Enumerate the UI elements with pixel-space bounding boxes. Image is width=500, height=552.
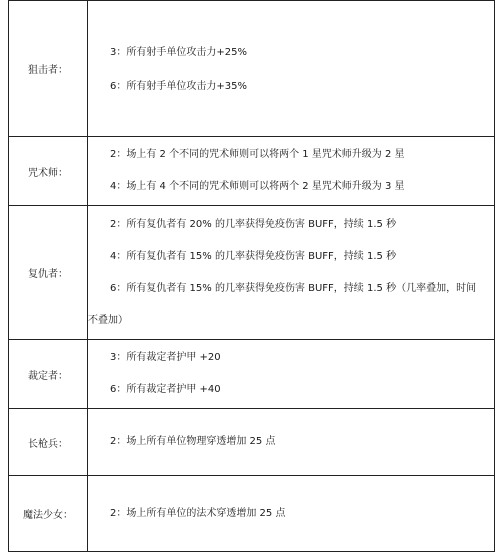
table-row (9, 137, 495, 206)
trait-effect: 2：场上所有单位物理穿透增加 25 点 (110, 436, 276, 447)
trait-name: 咒术师： (28, 167, 68, 179)
trait-effect: 不叠加） (88, 314, 128, 326)
trait-effects-cell (88, 409, 495, 476)
trait-effects-cell (88, 476, 495, 552)
trait-effect: 6：所有复仇者有 15% 的几率获得免疫伤害 BUFF，持续 1.5 秒（几率叠加，时间 (110, 282, 477, 294)
trait-name: 裁定者： (28, 370, 68, 382)
trait-effect: 4：所有复仇者有 15% 的几率获得免疫伤害 BUFF，持续 1.5 秒 (110, 250, 397, 262)
trait-name-cell (9, 340, 88, 409)
trait-effect: 2：场上所有单位的法术穿透增加 25 点 (110, 507, 286, 519)
trait-name-cell (9, 206, 88, 340)
trait-name-cell (9, 409, 88, 476)
table-row (9, 409, 495, 476)
traits-table (8, 0, 495, 552)
trait-effect: 4：场上有 4 个不同的咒术师则可以将两个 2 星咒术师升级为 3 星 (110, 181, 405, 192)
trait-effects-cell (88, 1, 495, 137)
table-row (9, 206, 495, 340)
table-row (9, 1, 495, 137)
trait-effects-cell (88, 137, 495, 206)
trait-name: 长枪兵： (28, 438, 68, 450)
trait-effect: 6：所有裁定者护甲 +40 (110, 384, 221, 395)
trait-name-cell (9, 137, 88, 206)
trait-effect: 3：所有射手单位攻击力+25% (110, 46, 247, 58)
trait-effect: 3：所有裁定者护甲 +20 (110, 352, 221, 363)
trait-name-cell (9, 1, 88, 137)
trait-name: 魔法少女： (23, 510, 73, 521)
trait-name-cell (9, 476, 88, 552)
trait-effects-cell (88, 206, 495, 340)
trait-effect: 6：所有射手单位攻击力+35% (110, 80, 247, 92)
table-row (9, 340, 495, 409)
trait-effect: 2：场上有 2 个不同的咒术师则可以将两个 1 星咒术师升级为 2 星 (110, 149, 405, 160)
trait-name: 复仇者： (28, 269, 68, 280)
trait-effects-cell (88, 340, 495, 409)
trait-name: 狙击者： (28, 65, 68, 76)
table-row (9, 476, 495, 552)
trait-effect: 2：所有复仇者有 20% 的几率获得免疫伤害 BUFF，持续 1.5 秒 (110, 218, 397, 230)
